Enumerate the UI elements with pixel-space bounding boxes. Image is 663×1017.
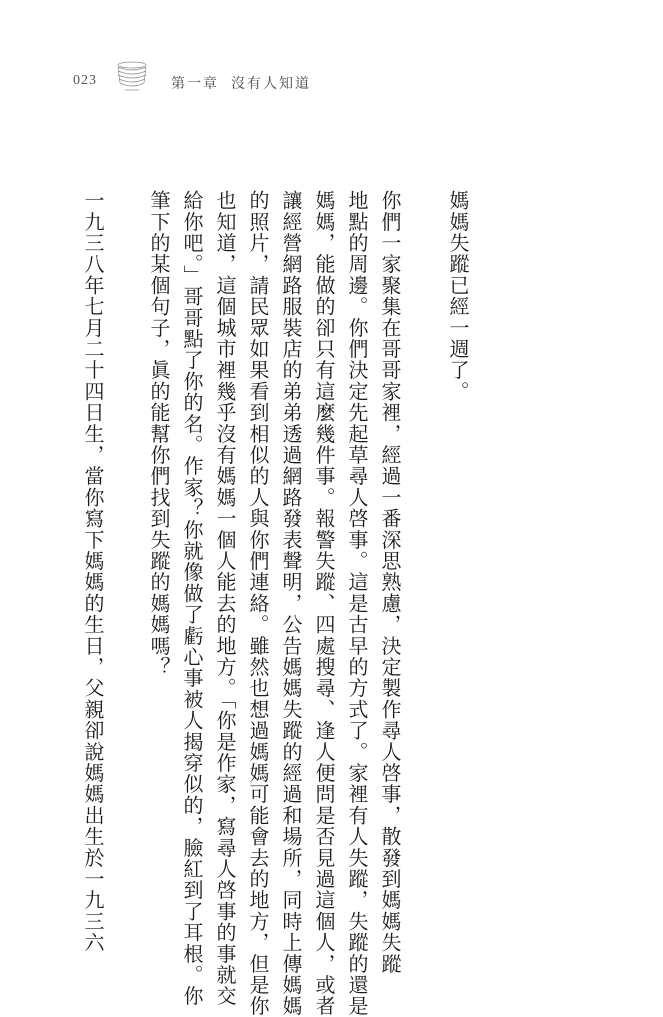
text-line: 你們一家聚集在哥哥家裡，經過一番深思熟慮，決定製作尋人啓事，散發到媽媽失蹤 (378, 190, 402, 975)
chapter-number: 第一章 (171, 76, 219, 92)
running-header (73, 55, 333, 95)
text-line: 筆下的某個句子，眞的能幫你們找到失蹤的媽媽嗎？ (147, 190, 171, 678)
chapter-title (171, 73, 311, 93)
text-line: 讓經營網路服裝店的弟弟透過網路發表聲明，公告媽媽失蹤的經過和場所，同時上傳媽媽 (279, 190, 303, 1017)
text-line: 也知道，這個城市裡幾乎沒有媽媽一個人能去的地方。「你是作家，寫尋人啓事的事就交 (213, 190, 237, 1007)
chapter-name: 沒有人知道 (231, 76, 311, 92)
text-line: 一九三八年七月二十四日生，當你寫下媽媽的生日，父親卻說媽媽出生於一九三六 (81, 190, 105, 954)
text-line: 地點的周邊。你們決定先起草尋人啓事。這是古早的方式了。家裡有人失蹤，失蹤的還是 (345, 190, 369, 1017)
text-line: 給你吧。」哥哥點了你的名。作家？你就像做了虧心事被人揭穿似的，臉紅到了耳根。你 (180, 190, 204, 1007)
text-line: 媽媽，能做的卻只有這麼幾件事。報警失蹤、四處搜尋、逢人便問是否見過這個人，或者 (312, 190, 336, 1017)
bowl-stack-icon (115, 57, 149, 93)
text-line: 的照片，請民眾如果看到相似的人與你們連絡。雖然也想過媽媽可能會去的地方，但是你 (246, 190, 270, 1017)
page-number: 023 (73, 73, 97, 88)
text-line: 媽媽失蹤已經一週了。 (446, 190, 470, 402)
